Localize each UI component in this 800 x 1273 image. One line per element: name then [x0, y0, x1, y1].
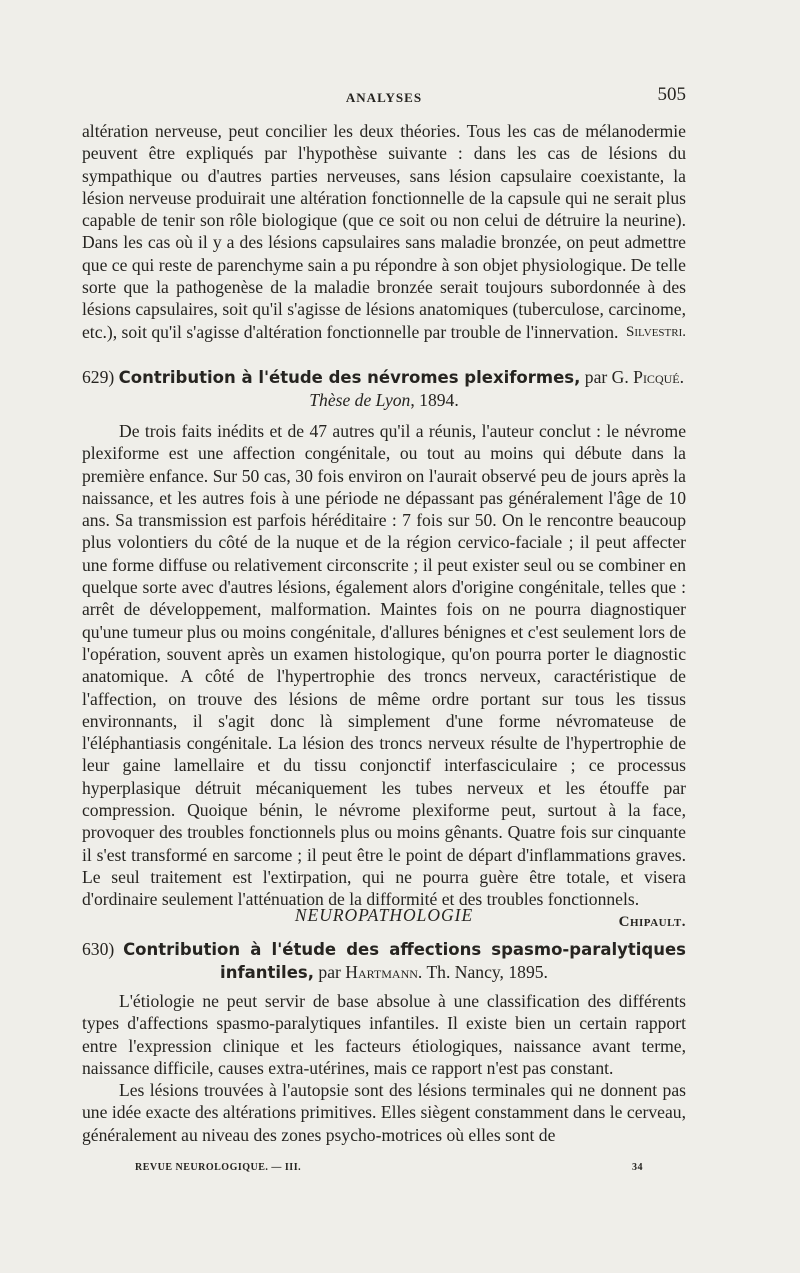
entry-629-body-text: De trois faits inédits et de 47 autres qu'il a réunis, l'auteur conclut : le névrome plexiforme est une affection congénitale, ou tout au moins qui débute dans la première enfance. Sur 50 cas, 30 fois environ on l'aurait observé peu de jours après la naissance, et les autres fois à une période ne dépassant pas généralement l'âge de 10 ans. Sa transmission est parfois héréditaire : 7 fois sur 50. On le rencontre beaucoup plus volontiers du côté de la nuque et de la région cervico-faciale ; il peut affecter une forme diffuse ou relativement circonscrite ; il peut exister seul ou se combiner en quelque sorte avec d'autres lésions, également alors d'origine congénitale, telles que : arrêt de développement, malformation. Maintes fois on ne pourra diagnostiquer qu'une tumeur plus ou moins congénitale, d'allures bénignes et c'est seulement lors de l'opération, souvent après un examen histologique, qu'on pourra porter le diagnostic anatomique. A côté de l'hypertrophie des troncs nerveux, caractéristique de l'affection, on trouve des lésions de même ordre portant sur tous les tissus environnants, il s'agit donc là simplement d'une forme névromateuse de l'éléphantiasis congénitale. La lésion des troncs nerveux résulte de l'hypertrophie de leur gaine lamellaire et du tissu conjonctif interfasciculaire ; ce processus hyperplasique détruit mécaniquement les tubes nerveux et les étouffe par compression. Quoique bénin, le névrome plexiforme peut, surtout à la face, provoquer des troubles fonctionnels plus ou moins gênants. Quatre fois sur cinquante il s'est transformé en sarcome ; il peut être le point de départ d'inflammations graves. Le seul traitement est l'extirpation, qui ne pourra guère être totale, et visera d'ordinaire seulement l'atténuation de la difformité et des troubles fonctionnels.: [82, 421, 686, 910]
entry-630-paragraph-1: L'étiologie ne peut servir de base absolue à une classification des différents types d'affections spasmo-paralytiques infantiles. Il existe bien un certain rapport entre l'expression clinique et les facteurs étiologiques, naissance avant terme, naissance difficile, causes extra-utérines, mais ce rapport n'est pas constant.: [82, 991, 686, 1078]
entry-source: [82, 389, 686, 411]
entry-630-title-line: [82, 938, 686, 984]
page-footer: [135, 1162, 643, 1178]
footer-signature-mark: 34: [632, 1162, 643, 1173]
section-heading: NEUROPATHOLOGIE: [294, 905, 474, 925]
running-head: ANALYSES: [345, 90, 423, 105]
footer-journal: REVUE NEUROLOGIQUE. — III.: [135, 1162, 302, 1173]
page-header: [82, 84, 686, 112]
continuation-paragraph: [82, 120, 686, 343]
source-year: , 1894.: [410, 390, 459, 410]
entry-title: Contribution à l'étude des névromes plexiformes,: [118, 368, 581, 387]
continuation-block: [82, 120, 686, 343]
entry-number: 630): [82, 939, 115, 959]
entry-629-title-line: [82, 366, 686, 389]
reviewer-signature: Silvestri.: [626, 323, 686, 340]
author-prefix: par: [318, 962, 341, 982]
entry-title: Contribution à l'étude des affections spasmo-paralytiques infantiles,: [123, 940, 686, 982]
entry-630-paragraph-2: Les lésions trouvées à l'autopsie sont des lésions terminales qui ne donnent pas une idée exacte des altérations primitives. Elles siègent constamment dans le cerveau, généralement au niveau des zones psycho-motrices où elles sont de: [82, 1080, 686, 1145]
reviewer-signature: Chipault.: [618, 913, 686, 930]
entry-630: [82, 938, 686, 1146]
entry-629: [82, 366, 686, 933]
section-block: [82, 905, 686, 926]
entry-number: 629): [82, 367, 115, 387]
author-prefix: par G.: [584, 367, 629, 387]
source-title: Thèse de Lyon: [309, 390, 411, 410]
page-number: 505: [657, 84, 686, 105]
author-name: Picqué.: [633, 367, 685, 387]
author-name: Hartmann.: [345, 962, 423, 982]
continuation-text: altération nerveuse, peut concilier les deux théories. Tous les cas de mélanodermie peuvent être expliqués par l'hypothèse suivante : dans les cas de lésions du sympathique ou d'autres parties nerveuses, sans lésion capsulaire coexistante, la lésion nerveuse produirait une altération fonctionnelle de la capsule qui ne serait plus capable de tenir son rôle biologique (que ce soit ou non celui de détruire la neurine). Dans les cas où il y a des lésions capsulaires sans maladie bronzée, on peut admettre que ce qui reste de parenchyme sain a pu répondre à son objet physiologique. De telle sorte que la pathogenèse de la maladie bronzée serait toujours subordonnée à des lésions capsulaires, soit qu'il s'agisse de lésions anatomiques (tuberculose, carcinome, etc.), soit qu'il s'agisse d'altération fonctionnelle par trouble de l'innervation.: [82, 121, 686, 342]
entry-source: Th. Nancy, 1895.: [426, 962, 548, 982]
